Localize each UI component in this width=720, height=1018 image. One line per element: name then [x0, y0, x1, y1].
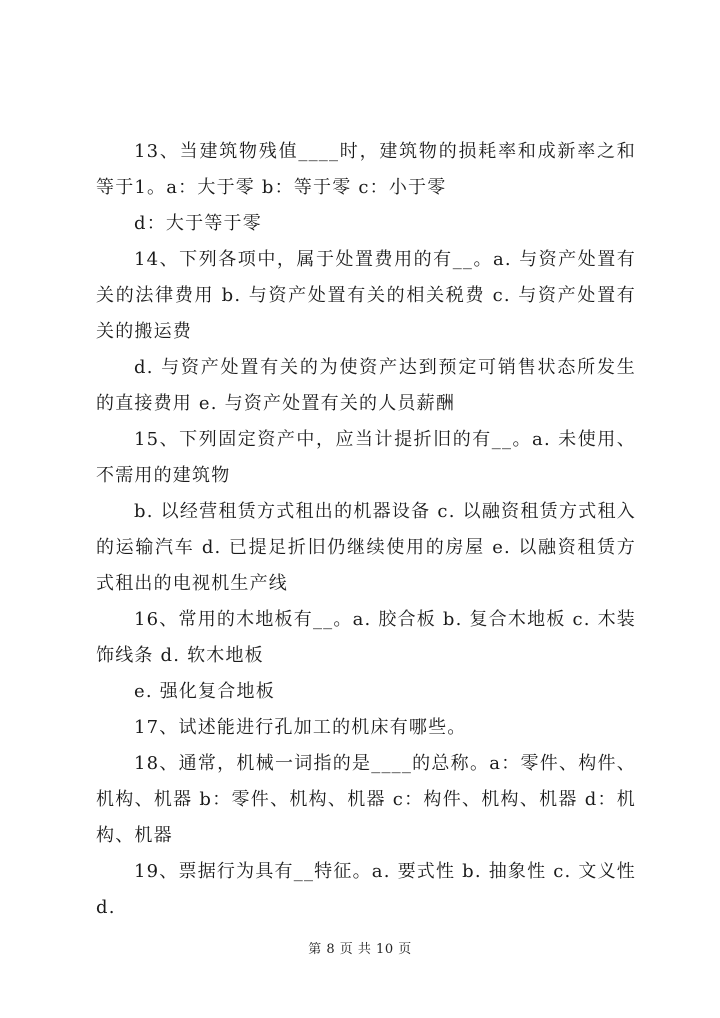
question-15-options-b-e: b. 以经营租赁方式租出的机器设备 c. 以融资租赁方式租入的运输汽车 d. 已提足折旧仍继续使用的房屋 e. 以融资租赁方式租出的电视机生产线 — [96, 501, 636, 594]
question-14-options-d-e: d. 与资产处置有关的为使资产达到预定可销售状态所发生的直接费用 e. 与资产处置有关的人员薪酬 — [96, 357, 636, 414]
page-number-footer: 第 8 页 共 10 页 — [308, 942, 412, 957]
question-17-paragraph: 17、试述能进行孔加工的机床有哪些。 — [134, 717, 467, 738]
question-19-paragraph: 19、票据行为具有__特征。a. 要式性 b. 抽象性 c. 文义性 d. — [96, 861, 643, 918]
question-15-paragraph: 15、下列固定资产中，应当计提折旧的有__。a. 未使用、不需用的建筑物 — [96, 429, 636, 486]
question-14-paragraph: 14、下列各项中，属于处置费用的有__。a. 与资产处置有关的法律费用 b. 与资产处置有关的相关税费 c. 与资产处置有关的搬运费 — [96, 249, 636, 342]
question-13-option-d: d：大于等于零 — [134, 213, 262, 234]
question-16-paragraph: 16、常用的木地板有__。a. 胶合板 b. 复合木地板 c. 木装饰线条 d. 软木地板 — [96, 609, 636, 666]
document-body — [96, 134, 643, 926]
question-13-paragraph: 13、当建筑物残值____时，建筑物的损耗率和成新率之和等于1。a：大于零 b：等于零 c：小于零 — [96, 141, 636, 198]
question-16-option-e: e. 强化复合地板 — [134, 681, 275, 702]
question-18-paragraph: 18、通常，机械一词指的是____的总称。a：零件、构件、机构、机器 b：零件、机构、机器 c：构件、机构、机器 d：机构、机器 — [96, 753, 636, 846]
